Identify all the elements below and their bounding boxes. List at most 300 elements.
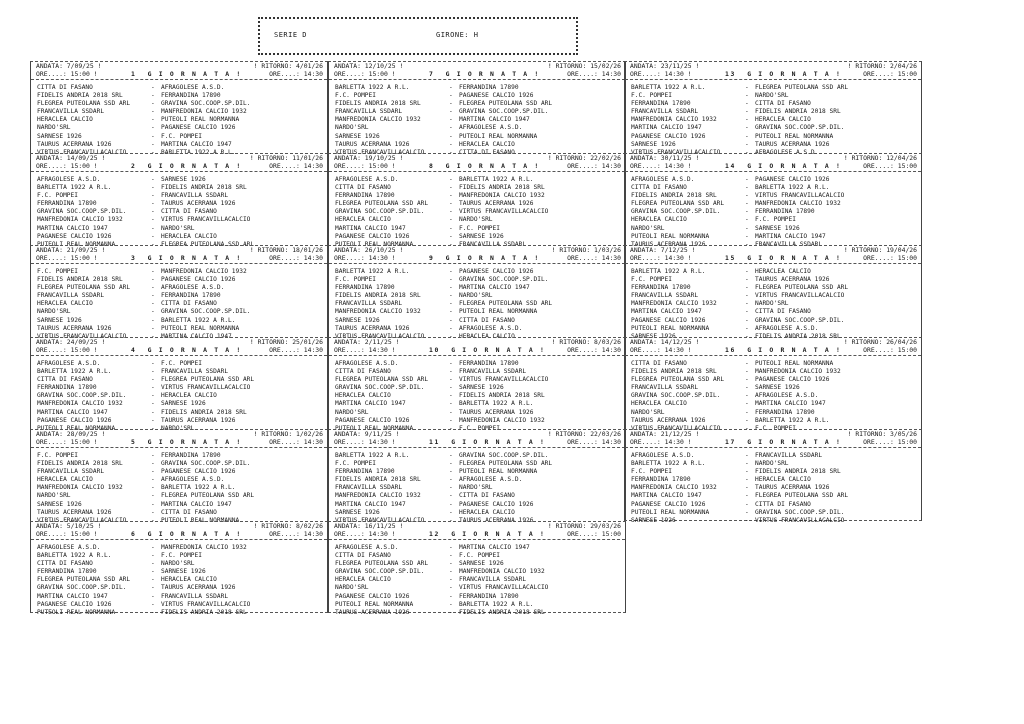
- round-header: [31, 154, 327, 172]
- match-separator: -: [151, 192, 155, 200]
- home-team: BARLETTA 1922 A R.L.: [37, 552, 112, 560]
- andata-time: ORE....: 14:30 !: [334, 438, 396, 446]
- home-team: TAURUS ACERRANA 1926: [631, 240, 706, 248]
- match-separator: -: [745, 368, 749, 376]
- home-team: SARNESE 1926: [631, 140, 676, 148]
- away-team: MANFREDONIA CALCIO 1932: [755, 200, 841, 208]
- away-team: TAURUS ACERRANA 1926: [459, 516, 534, 524]
- match-separator: -: [745, 108, 749, 116]
- match-row: [31, 124, 327, 132]
- match-separator: -: [449, 516, 453, 524]
- away-team: TAURUS ACERRANA 1926: [161, 584, 236, 592]
- match-row: [31, 593, 327, 601]
- match-separator: -: [449, 452, 453, 459]
- away-team: F.C. POMPEI: [755, 216, 796, 224]
- giornata-number: 8 G I O R N A T A !: [429, 162, 540, 170]
- match-separator: -: [151, 452, 155, 459]
- away-team: CITTA DI FASANO: [161, 508, 217, 516]
- away-team: HERACLEA CALCIO: [755, 268, 811, 275]
- match-row: [625, 92, 921, 100]
- home-team: CITTA DI FASANO: [37, 84, 93, 91]
- match-row: [625, 124, 921, 132]
- home-team: FRANCAVILLA SSDARL: [335, 484, 403, 492]
- match-row: [625, 84, 921, 92]
- andata-time: ORE....: 14:30 !: [334, 346, 396, 354]
- match-separator: -: [449, 424, 453, 432]
- match-row: [329, 492, 625, 500]
- home-team: GRAVINA SOC.COOP.SP.DIL.: [37, 392, 127, 400]
- andata-date: ANDATA: 30/11/25 !: [630, 154, 700, 162]
- giornata-number: 2 G I O R N A T A !: [131, 162, 242, 170]
- match-separator: -: [449, 240, 453, 248]
- away-team: FIDELIS ANDRIA 2018 SRL: [161, 184, 247, 192]
- match-row: [31, 216, 327, 224]
- home-team: NARDO'SRL: [335, 124, 369, 132]
- match-row: [329, 124, 625, 132]
- away-team: GRAVINA SOC.COOP.SP.DIL.: [755, 508, 845, 516]
- match-separator: -: [151, 500, 155, 508]
- match-separator: -: [449, 224, 453, 232]
- match-row: [329, 233, 625, 241]
- match-row: [625, 300, 921, 308]
- giornata-number: 11 G I O R N A T A !: [429, 438, 546, 446]
- home-team: NARDO'SRL: [335, 584, 369, 592]
- away-team: CITTA DI FASANO: [161, 300, 217, 308]
- home-team: SARNESE 1926: [631, 332, 676, 340]
- away-team: FRANCAVILLA SSDARL: [755, 240, 823, 248]
- round-block: [624, 153, 922, 248]
- away-team: VIRTUS FRANCAVILLACALCIO: [459, 584, 549, 592]
- away-team: MANFREDONIA CALCIO 1932: [161, 108, 247, 116]
- away-team: FERRANDINA 17890: [161, 452, 221, 459]
- match-separator: -: [745, 208, 749, 216]
- home-team: VIRTUS FRANCAVILLACALCIO: [37, 332, 127, 340]
- home-team: MANFREDONIA CALCIO 1932: [37, 484, 123, 492]
- ritorno-time: ORE....: 15:00: [567, 530, 621, 538]
- match-row: [31, 501, 327, 509]
- away-team: VIRTUS FRANCAVILLACALCIO: [755, 192, 845, 200]
- home-team: BARLETTA 1922 A R.L.: [37, 184, 112, 192]
- away-team: MARTINA CALCIO 1947: [459, 544, 530, 551]
- round-header: [329, 62, 625, 80]
- match-row: [31, 609, 327, 617]
- home-team: GRAVINA SOC.COOP.SP.DIL.: [37, 584, 127, 592]
- away-team: HERACLEA CALCIO: [161, 392, 217, 400]
- away-team: PAGANESE CALCIO 1926: [755, 376, 830, 384]
- match-separator: -: [151, 552, 155, 560]
- andata-time: ORE....: 14:30 !: [334, 254, 396, 262]
- home-team: SARNESE 1926: [631, 516, 676, 524]
- match-separator: -: [449, 208, 453, 216]
- andata-date: ANDATA: 7/09/25 !: [36, 62, 102, 70]
- match-row: [625, 392, 921, 400]
- home-team: PUTEOLI REAL NORMANNA: [335, 424, 414, 432]
- home-team: SARNESE 1926: [37, 316, 82, 324]
- home-team: NARDO'SRL: [37, 308, 71, 316]
- home-team: HERACLEA CALCIO: [335, 576, 391, 584]
- ritorno-time: ORE....: 15:00: [863, 162, 917, 170]
- away-team: MANFREDONIA CALCIO 1932: [755, 368, 841, 376]
- away-team: BARLETTA 1922 A R.L.: [459, 176, 534, 183]
- match-row: [625, 284, 921, 292]
- home-team: FRANCAVILLA SSDARL: [631, 108, 699, 116]
- home-team: PUTEOLI REAL NORMANNA: [37, 424, 116, 432]
- match-separator: -: [151, 384, 155, 392]
- ritorno-time: ORE....: 14:30: [269, 346, 323, 354]
- round-block: [30, 429, 328, 524]
- home-team: FRANCAVILLA SSDARL: [631, 292, 699, 300]
- match-row: [329, 100, 625, 108]
- match-row: [625, 452, 921, 460]
- match-row: [31, 184, 327, 192]
- home-team: AFRAGOLESE A.S.D.: [335, 176, 399, 183]
- match-separator: -: [745, 124, 749, 132]
- away-team: PUTEOLI REAL NORMANNA: [459, 308, 538, 316]
- away-team: PAGANESE CALCIO 1926: [459, 500, 534, 508]
- round-block: [624, 245, 922, 340]
- andata-date: ANDATA: 24/09/25 !: [36, 338, 106, 346]
- home-team: HERACLEA CALCIO: [37, 476, 93, 484]
- match-separator: -: [151, 240, 155, 248]
- match-row: [31, 300, 327, 308]
- giornata-number: 17 G I O R N A T A !: [725, 438, 842, 446]
- match-row: [329, 417, 625, 425]
- match-row: [625, 292, 921, 300]
- match-row: [31, 200, 327, 208]
- match-separator: -: [745, 292, 749, 300]
- match-row: [625, 484, 921, 492]
- match-separator: -: [745, 176, 749, 183]
- match-separator: -: [151, 460, 155, 468]
- match-separator: -: [151, 360, 155, 367]
- match-row: [31, 308, 327, 316]
- ritorno-time: ORE....: 14:30: [269, 438, 323, 446]
- match-separator: -: [151, 100, 155, 108]
- home-team: BARLETTA 1922 A R.L.: [335, 268, 410, 275]
- home-team: PUTEOLI REAL NORMANNA: [37, 240, 116, 248]
- away-team: FLEGREA PUTEOLANA SSD ARL: [161, 376, 255, 384]
- match-separator: -: [449, 368, 453, 376]
- away-team: GRAVINA SOC.COOP.SP.DIL.: [161, 100, 251, 108]
- away-team: PUTEOLI REAL NORMANNA: [459, 132, 538, 140]
- match-row: [329, 292, 625, 300]
- home-team: PAGANESE CALCIO 1926: [631, 500, 706, 508]
- match-row: [625, 100, 921, 108]
- match-separator: -: [151, 544, 155, 551]
- ritorno-date: ! RITORNO: 29/03/26: [547, 522, 621, 530]
- home-team: FRANCAVILLA SSDARL: [335, 300, 403, 308]
- match-row: [329, 501, 625, 509]
- match-separator: -: [151, 124, 155, 132]
- away-team: BARLETTA 1922 A R.L.: [755, 184, 830, 192]
- match-separator: -: [151, 508, 155, 516]
- home-team: SARNESE 1926: [37, 500, 82, 508]
- match-row: [625, 276, 921, 284]
- match-separator: -: [449, 408, 453, 416]
- match-row: [625, 184, 921, 192]
- andata-date: ANDATA: 21/12/25 !: [630, 430, 700, 438]
- match-row: [31, 325, 327, 333]
- match-row: [31, 368, 327, 376]
- match-row: [625, 384, 921, 392]
- away-team: SARNESE 1926: [161, 400, 206, 408]
- match-separator: -: [151, 140, 155, 148]
- match-row: [329, 601, 625, 609]
- home-team: FRANCAVILLA SSDARL: [335, 108, 403, 116]
- match-separator: -: [449, 508, 453, 516]
- away-team: CITTA DI FASANO: [459, 316, 515, 324]
- match-row: [31, 116, 327, 124]
- match-row: [625, 460, 921, 468]
- round-header: [31, 246, 327, 264]
- home-team: MANFREDONIA CALCIO 1932: [631, 484, 717, 492]
- match-separator: -: [745, 424, 749, 432]
- home-team: TAURUS ACERRANA 1926: [631, 416, 706, 424]
- ritorno-date: ! RITORNO: 18/01/26: [249, 246, 323, 254]
- column-1: [30, 61, 328, 616]
- match-separator: -: [151, 468, 155, 476]
- home-team: FRANCAVILLA SSDARL: [37, 108, 105, 116]
- home-team: FIDELIS ANDRIA 2018 SRL: [37, 92, 123, 100]
- match-separator: -: [151, 592, 155, 600]
- away-team: MANFREDONIA CALCIO 1932: [459, 416, 545, 424]
- away-team: BARLETTA 1922 A R.L.: [459, 600, 534, 608]
- match-separator: -: [449, 552, 453, 560]
- match-separator: -: [151, 216, 155, 224]
- match-separator: -: [745, 408, 749, 416]
- match-row: [31, 141, 327, 149]
- match-separator: -: [151, 108, 155, 116]
- giornata-number: 5 G I O R N A T A !: [131, 438, 242, 446]
- away-team: FRANCAVILLA SSDARL: [459, 368, 527, 376]
- match-row: [329, 268, 625, 276]
- ritorno-time: ORE....: 15:00: [863, 254, 917, 262]
- ritorno-date: ! RITORNO: 25/01/26: [249, 338, 323, 346]
- match-row: [31, 552, 327, 560]
- andata-date: ANDATA: 2/11/25 !: [334, 338, 400, 346]
- home-team: MARTINA CALCIO 1947: [335, 500, 406, 508]
- away-team: HERACLEA CALCIO: [459, 508, 515, 516]
- away-team: FIDELIS ANDRIA 2018 SRL: [755, 468, 841, 476]
- match-separator: -: [151, 184, 155, 192]
- match-separator: -: [151, 568, 155, 576]
- match-separator: -: [745, 84, 749, 91]
- andata-date: ANDATA: 26/10/25 !: [334, 246, 404, 254]
- match-row: [31, 509, 327, 517]
- home-team: SARNESE 1926: [37, 132, 82, 140]
- match-separator: -: [449, 176, 453, 183]
- away-team: CITTA DI FASANO: [755, 500, 811, 508]
- match-separator: -: [449, 584, 453, 592]
- home-team: MANFREDONIA CALCIO 1932: [335, 308, 421, 316]
- match-separator: -: [449, 116, 453, 124]
- column-2: [328, 61, 626, 616]
- match-separator: -: [151, 92, 155, 100]
- round-header: [625, 430, 921, 448]
- home-team: FERRANDINA 17890: [631, 100, 691, 108]
- match-separator: -: [745, 308, 749, 316]
- match-separator: -: [449, 384, 453, 392]
- match-row: [31, 584, 327, 592]
- away-team: HERACLEA CALCIO: [755, 476, 811, 484]
- match-separator: -: [151, 332, 155, 340]
- match-separator: -: [449, 544, 453, 551]
- home-team: F.C. POMPEI: [631, 468, 672, 476]
- away-team: MARTINA CALCIO 1947: [459, 116, 530, 124]
- ritorno-date: ! RITORNO: 11/01/26: [249, 154, 323, 162]
- match-separator: -: [745, 92, 749, 100]
- match-row: [625, 200, 921, 208]
- andata-date: ANDATA: 12/10/25 !: [334, 62, 404, 70]
- home-team: AFRAGOLESE A.S.D.: [631, 452, 695, 459]
- home-team: MANFREDONIA CALCIO 1932: [631, 300, 717, 308]
- andata-date: ANDATA: 9/11/25 !: [334, 430, 400, 438]
- andata-date: ANDATA: 16/11/25 !: [334, 522, 404, 530]
- match-separator: -: [449, 100, 453, 108]
- match-row: [31, 560, 327, 568]
- giornata-number: 7 G I O R N A T A !: [429, 70, 540, 78]
- home-team: HERACLEA CALCIO: [335, 392, 391, 400]
- round-header: [329, 338, 625, 356]
- match-row: [329, 509, 625, 517]
- match-row: [625, 409, 921, 417]
- home-team: SARNESE 1926: [335, 132, 380, 140]
- match-separator: -: [151, 208, 155, 216]
- match-separator: -: [151, 584, 155, 592]
- away-team: FIDELIS ANDRIA 2018 SRL: [755, 332, 841, 340]
- ritorno-time: ORE....: 14:30: [567, 438, 621, 446]
- match-row: [31, 92, 327, 100]
- match-separator: -: [449, 332, 453, 340]
- match-row: [329, 552, 625, 560]
- home-team: MANFREDONIA CALCIO 1932: [37, 216, 123, 224]
- match-row: [31, 376, 327, 384]
- home-team: MARTINA CALCIO 1947: [631, 492, 702, 500]
- match-separator: -: [745, 192, 749, 200]
- away-team: VIRTUS FRANCAVILLACALCIO: [459, 208, 549, 216]
- away-team: HERACLEA CALCIO: [459, 332, 515, 340]
- andata-date: ANDATA: 23/11/25 !: [630, 62, 700, 70]
- giornata-number: 13 G I O R N A T A !: [725, 70, 842, 78]
- away-team: CITTA DI FASANO: [755, 308, 811, 316]
- away-team: NARDO'SRL: [161, 424, 195, 432]
- match-row: [329, 325, 625, 333]
- match-row: [31, 409, 327, 417]
- match-separator: -: [151, 132, 155, 140]
- andata-time: ORE....: 15:00 !: [36, 346, 98, 354]
- match-separator: -: [151, 576, 155, 584]
- home-team: BARLETTA 1922 A R.L.: [631, 84, 706, 91]
- home-team: GRAVINA SOC.COOP.SP.DIL.: [37, 208, 127, 216]
- ritorno-time: ORE....: 15:00: [863, 346, 917, 354]
- andata-time: ORE....: 15:00 !: [36, 70, 98, 78]
- match-row: [31, 360, 327, 368]
- away-team: GRAVINA SOC.COOP.SP.DIL.: [755, 316, 845, 324]
- match-separator: -: [449, 184, 453, 192]
- away-team: FRANCAVILLA SSDARL: [755, 452, 823, 459]
- home-team: AFRAGOLESE A.S.D.: [37, 360, 101, 367]
- away-team: FRANCAVILLA SSDARL: [459, 240, 527, 248]
- giornata-number: 10 G I O R N A T A !: [429, 346, 546, 354]
- home-team: MANFREDONIA CALCIO 1932: [335, 116, 421, 124]
- match-separator: -: [151, 424, 155, 432]
- match-separator: -: [151, 300, 155, 308]
- match-row: [329, 576, 625, 584]
- away-team: MANFREDONIA CALCIO 1932: [161, 268, 247, 275]
- away-team: VIRTUS FRANCAVILLACALCIO: [459, 376, 549, 384]
- match-row: [329, 384, 625, 392]
- match-separator: -: [449, 592, 453, 600]
- away-team: SARNESE 1926: [459, 384, 504, 392]
- home-team: PAGANESE CALCIO 1926: [631, 132, 706, 140]
- away-team: FERRANDINA 17890: [161, 292, 221, 300]
- match-separator: -: [449, 192, 453, 200]
- ritorno-date: ! RITORNO: 22/02/26: [547, 154, 621, 162]
- match-separator: -: [151, 484, 155, 492]
- away-team: AFRAGOLESE A.S.D.: [161, 476, 225, 484]
- home-team: VIRTUS FRANCAVILLACALCIO: [335, 332, 425, 340]
- match-separator: -: [449, 316, 453, 324]
- match-row: [625, 368, 921, 376]
- match-row: [329, 609, 625, 617]
- away-team: FRANCAVILLA SSDARL: [161, 192, 229, 200]
- away-team: AFRAGOLESE A.S.D.: [161, 84, 225, 91]
- match-row: [329, 452, 625, 460]
- match-row: [31, 452, 327, 460]
- away-team: SARNESE 1926: [161, 568, 206, 576]
- match-separator: -: [745, 492, 749, 500]
- match-separator: -: [151, 392, 155, 400]
- match-row: [31, 601, 327, 609]
- match-row: [329, 276, 625, 284]
- away-team: FERRANDINA 17890: [755, 208, 815, 216]
- away-team: FIDELIS ANDRIA 2018 SRL: [459, 392, 545, 400]
- away-team: BARLETTA 1922 A R.L.: [755, 416, 830, 424]
- match-row: [329, 409, 625, 417]
- home-team: F.C. POMPEI: [335, 460, 376, 468]
- match-separator: -: [151, 284, 155, 292]
- match-separator: -: [151, 308, 155, 316]
- away-team: NARDO'SRL: [459, 292, 493, 300]
- match-separator: -: [449, 376, 453, 384]
- match-separator: -: [745, 216, 749, 224]
- match-row: [31, 317, 327, 325]
- match-separator: -: [151, 368, 155, 376]
- home-team: MARTINA CALCIO 1947: [631, 308, 702, 316]
- ritorno-time: ORE....: 14:30: [269, 254, 323, 262]
- away-team: F.C. POMPEI: [459, 424, 500, 432]
- match-row: [329, 200, 625, 208]
- away-team: MARTINA CALCIO 1947: [161, 500, 232, 508]
- away-team: AFRAGOLESE A.S.D.: [161, 284, 225, 292]
- match-separator: -: [745, 148, 749, 156]
- home-team: CITTA DI FASANO: [37, 376, 93, 384]
- match-row: [31, 576, 327, 584]
- home-team: HERACLEA CALCIO: [37, 116, 93, 124]
- round-block: [328, 429, 626, 524]
- match-row: [329, 360, 625, 368]
- match-row: [329, 133, 625, 141]
- away-team: PAGANESE CALCIO 1926: [161, 124, 236, 132]
- away-team: MARTINA CALCIO 1947: [161, 140, 232, 148]
- giornata-number: 6 G I O R N A T A !: [131, 530, 242, 538]
- home-team: NARDO'SRL: [631, 408, 665, 416]
- match-separator: -: [151, 316, 155, 324]
- match-row: [329, 184, 625, 192]
- away-team: FLEGREA PUTEOLANA SSD ARL: [755, 284, 849, 292]
- ritorno-time: ORE....: 15:00: [863, 70, 917, 78]
- ritorno-date: ! RITORNO: 12/04/26: [843, 154, 917, 162]
